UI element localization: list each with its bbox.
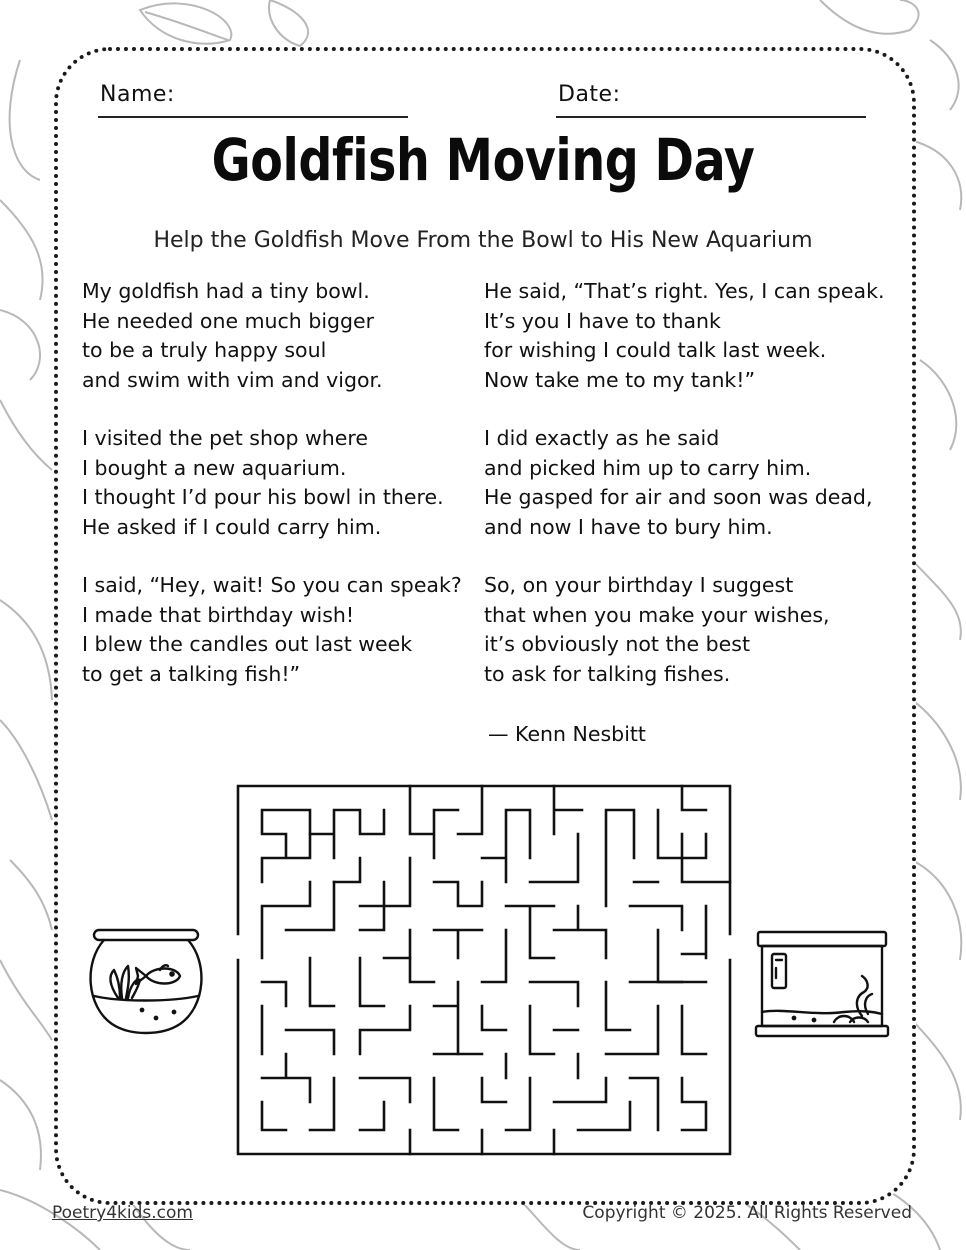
poem-line: I thought I’d pour his bowl in there.: [82, 485, 444, 509]
poem-line: it’s obviously not the best: [484, 632, 750, 656]
poem-line: I made that birthday wish!: [82, 602, 355, 627]
maze[interactable]: [236, 784, 732, 1156]
poem-stanza: [82, 277, 462, 395]
copyright-text: Copyright © 2025. All Rights Reserved: [582, 1203, 912, 1223]
poem-line: to be a truly happy soul: [82, 338, 327, 362]
poem-line: Now take me to my tank!”: [484, 367, 756, 392]
poem-line: and now I have to bury him.: [484, 514, 773, 539]
page-title: Goldfish Moving Day: [211, 126, 755, 194]
poem-right-column: [484, 277, 884, 718]
poem-line: I did exactly as he said: [484, 426, 720, 450]
poem-line: My goldfish had a tiny bowl.: [82, 279, 370, 303]
poem-line: He needed one much bigger: [82, 308, 375, 333]
poem-line: He asked if I could carry him.: [82, 514, 382, 539]
name-label: Name:: [100, 82, 175, 107]
poem-line: and swim with vim and vigor.: [82, 367, 383, 392]
poem-line: I bought a new aquarium.: [82, 455, 347, 480]
date-label: Date:: [558, 82, 621, 107]
poem-line: and picked him up to carry him.: [484, 455, 812, 480]
poem-line: He gasped for air and soon was dead,: [484, 485, 873, 509]
poem-author: — Kenn Nesbitt: [488, 722, 646, 746]
poem-stanza: [82, 571, 462, 689]
poem-line: I said, “Hey, wait! So you can speak?: [82, 573, 462, 597]
goldfish-bowl-icon: [84, 926, 206, 1038]
poem-line: for wishing I could talk last week.: [484, 338, 827, 362]
page-subtitle: Help the Goldfish Move From the Bowl to His New Aquarium: [153, 228, 813, 253]
poem-stanza: [484, 571, 884, 689]
name-line[interactable]: [98, 116, 408, 118]
poem-line: It’s you I have to thank: [484, 308, 721, 333]
date-line[interactable]: [556, 116, 866, 118]
site-link[interactable]: Poetry4kids.com: [52, 1203, 193, 1223]
poem-line: So, on your birthday I suggest: [484, 573, 794, 597]
poem-left-column: [82, 277, 462, 718]
poem-stanza: [484, 424, 884, 542]
poem-stanza: [484, 277, 884, 395]
aquarium-tank-icon: [754, 926, 890, 1040]
poem-line: that when you make your wishes,: [484, 602, 830, 627]
poem-stanza: [82, 424, 462, 542]
poem-line: I visited the pet shop where: [82, 426, 368, 450]
poem-line: He said, “That’s right. Yes, I can speak.: [484, 279, 885, 303]
poem-line: to get a talking fish!”: [82, 661, 301, 686]
poem-line: I blew the candles out last week: [82, 632, 413, 656]
poem-line: to ask for talking fishes.: [484, 661, 731, 686]
